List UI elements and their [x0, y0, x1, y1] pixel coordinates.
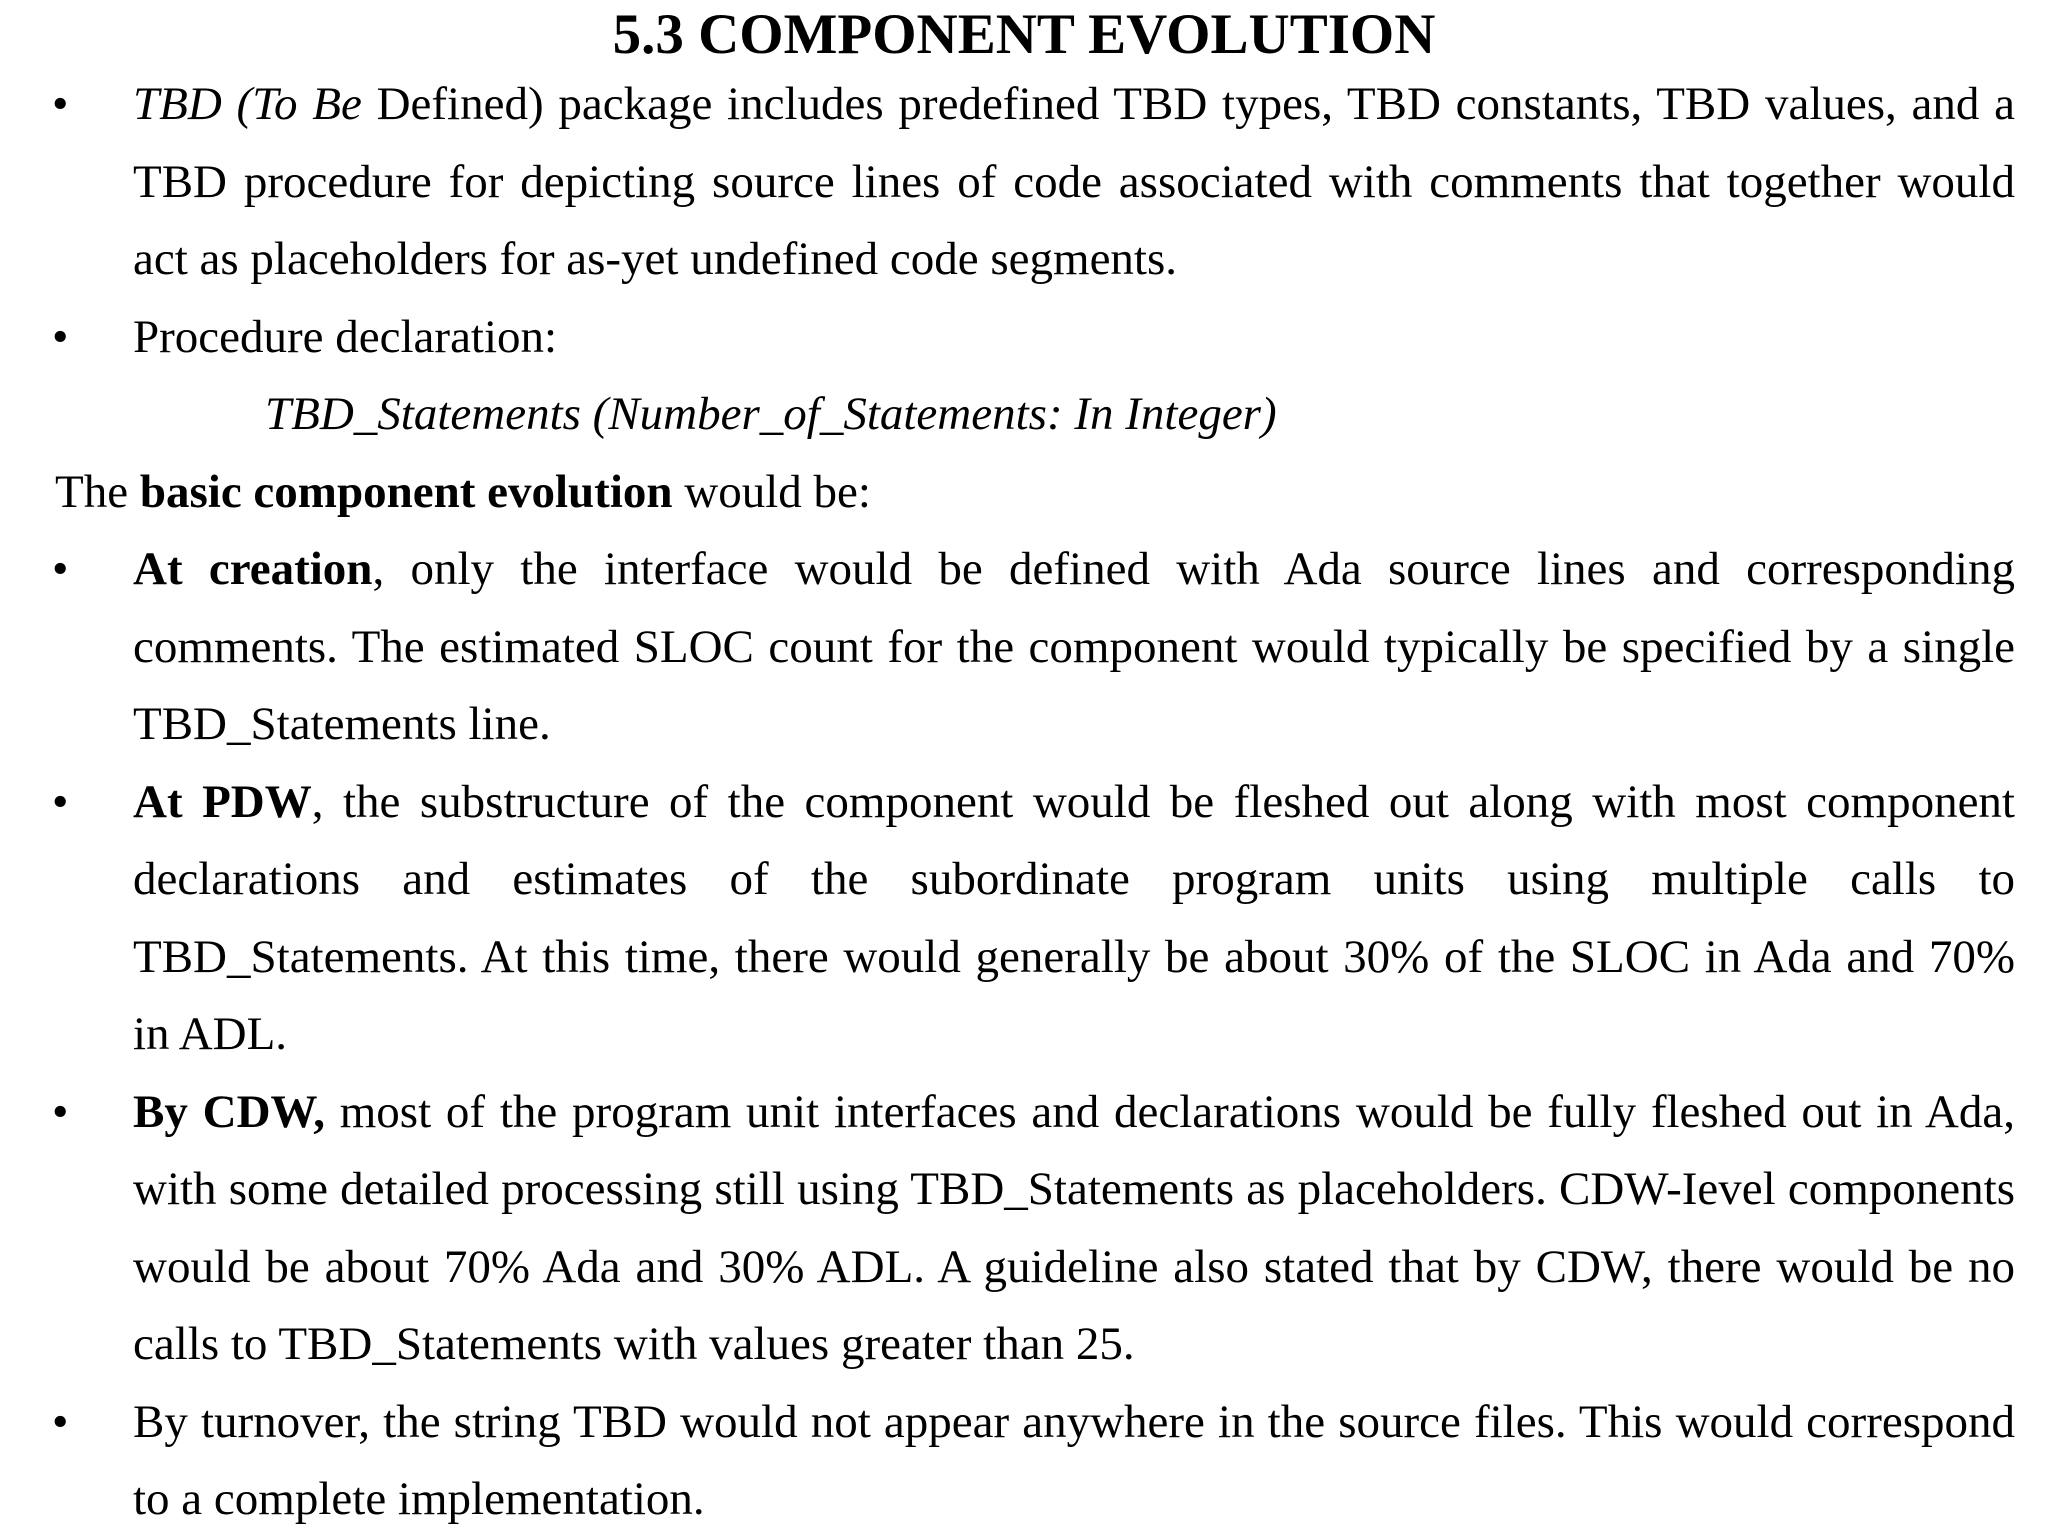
- bullet-stage-pdw: [52, 764, 2015, 1074]
- bullet-marker: •: [52, 775, 69, 828]
- stage-text: most of the program unit interfaces and declarations would be fully fleshed out in Ada, with some detailed processing still using TBD_Statements as placeholders. CDW-Ievel components would be about 70% Ada and 30% ADL. A guideline also stated that by CDW, there would be no calls to TBD_Statements with values greater than 25.: [133, 1085, 2015, 1370]
- evolution-intro-after: would be:: [672, 465, 871, 518]
- bullet-marker: •: [52, 1085, 69, 1138]
- procedure-signature: TBD_Statements (Number_of_Statements: In Integer): [265, 388, 1277, 440]
- stage-text: , the substructure of the component would be fleshed out along with most component declarations and estimates of the subordinate program units using multiple calls to TBD_Statements. At this time, there would generally be about 30% of the SLOC in Ada and 70% in ADL.: [133, 775, 2015, 1060]
- procedure-label: Procedure declaration:: [133, 310, 558, 363]
- evolution-intro: [55, 454, 2015, 532]
- stage-label: At PDW: [133, 775, 312, 828]
- bullet-marker: •: [52, 78, 69, 130]
- evolution-intro-bold: basic component evolution: [139, 465, 673, 518]
- stage-label: By CDW,: [133, 1085, 325, 1138]
- bullet-tbd-package: [52, 66, 2015, 299]
- bullet-stage-turnover: [52, 1384, 2015, 1539]
- stage-label: At creation: [133, 543, 373, 595]
- evolution-intro-before: The: [55, 465, 140, 518]
- bullet-stage-creation: [52, 531, 2015, 764]
- bullet-marker: •: [52, 1395, 69, 1448]
- tbd-term: TBD (To Be: [133, 78, 362, 130]
- section-title: 5.3 COMPONENT EVOLUTION: [612, 3, 1436, 66]
- tbd-description: Defined) package includes predefined TBD types, TBD constants, TBD values, and a TBD procedure for depicting source lines of code associated with comments that together would act as placeholders for as-yet undefined code segments.: [133, 78, 2015, 285]
- bullet-stage-cdw: [52, 1074, 2015, 1384]
- stage-text: By turnover, the string TBD would not appear anywhere in the source files. This would correspond to a complete implementation.: [133, 1395, 2015, 1525]
- stage-text: , only the interface would be defined with Ada source lines and corresponding comments. The estimated SLOC count for the component would typically be specified by a single TBD_Statements line.: [133, 543, 2015, 750]
- bullet-procedure-declaration: [52, 299, 2015, 377]
- bullet-marker: •: [52, 310, 69, 363]
- section-body: [52, 66, 2015, 1539]
- bullet-marker: •: [52, 543, 69, 595]
